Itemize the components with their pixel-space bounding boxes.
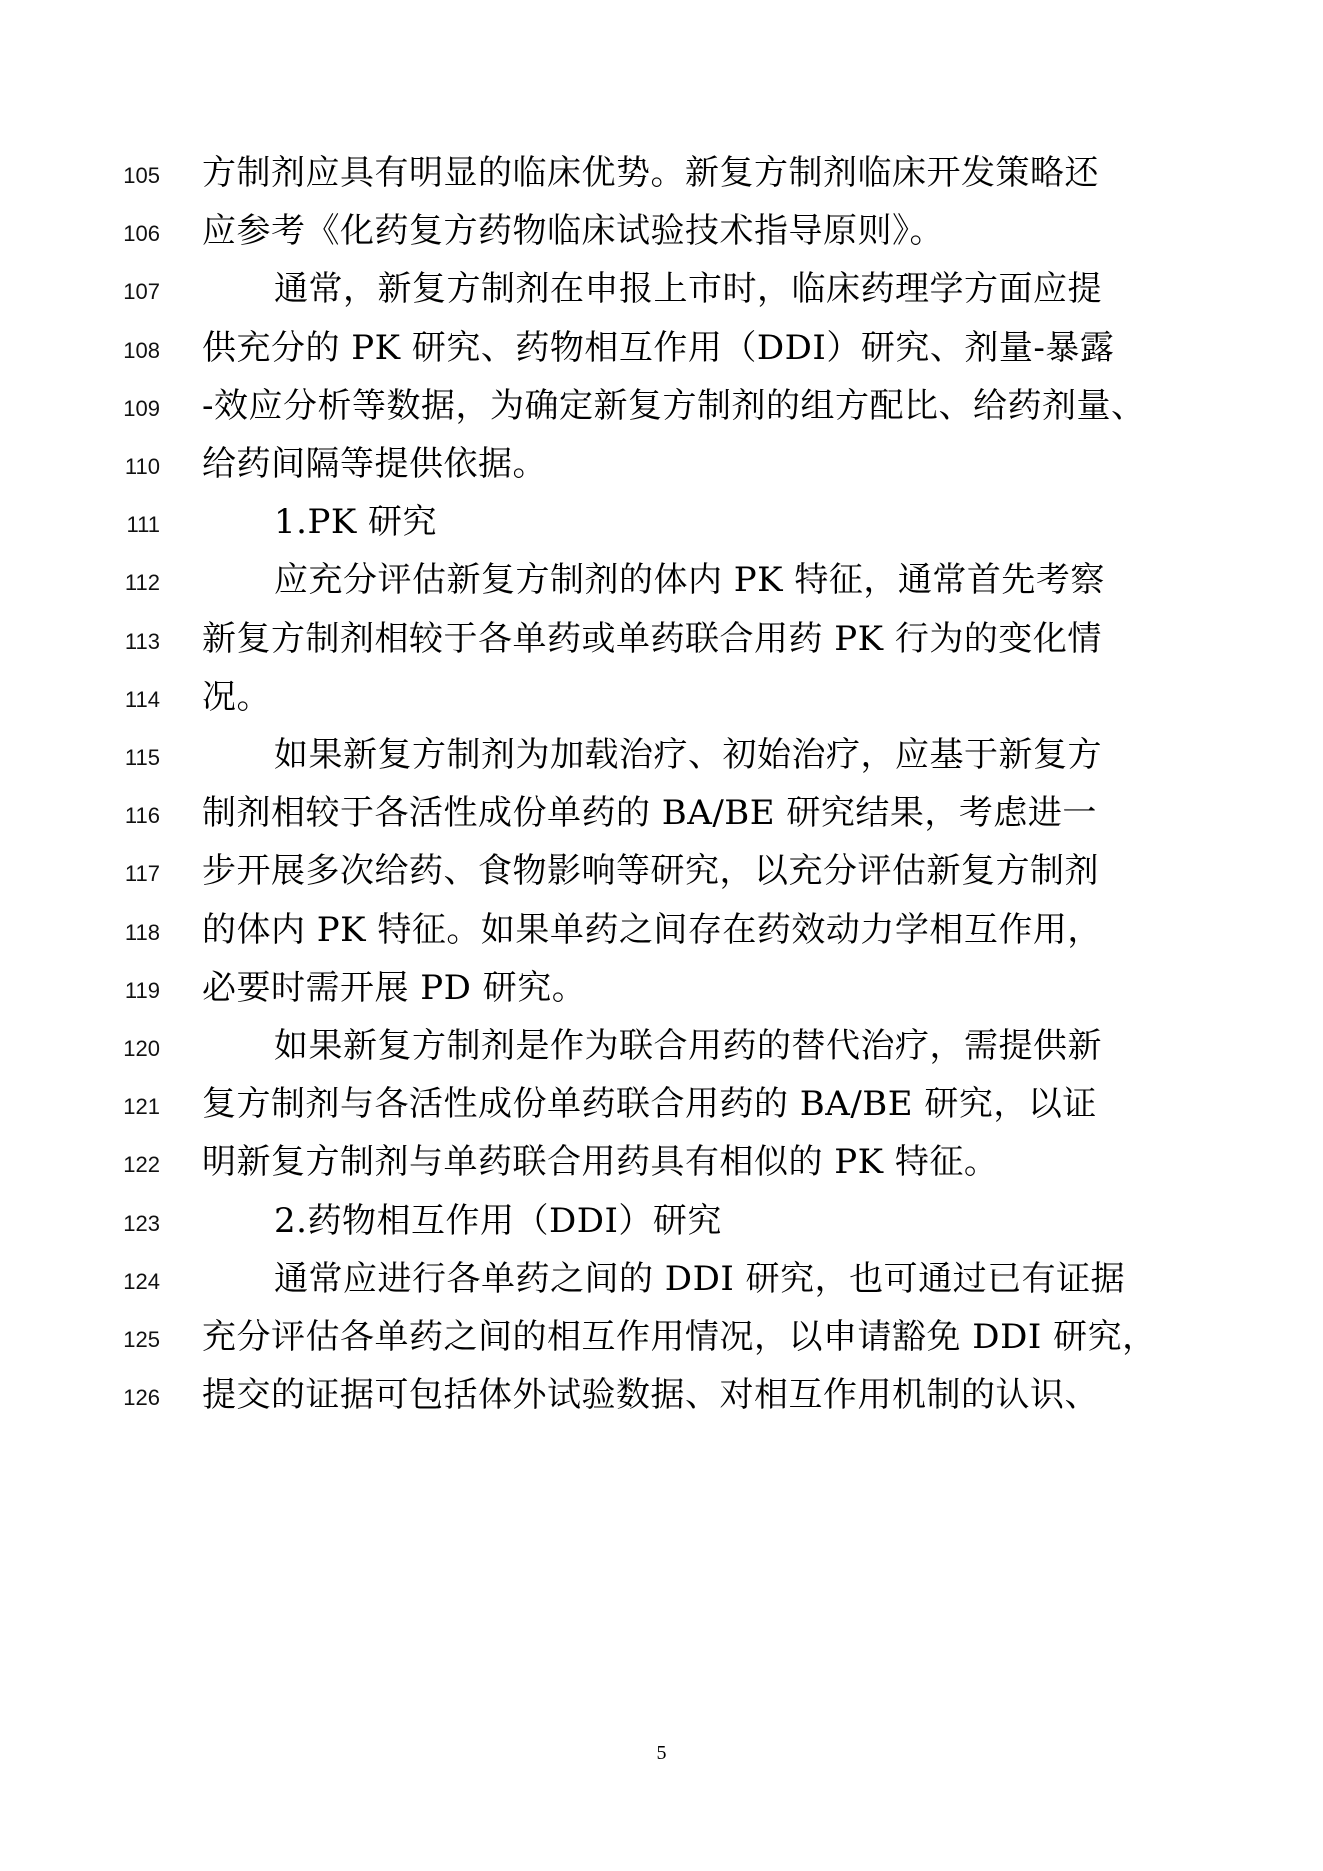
line-text: 必要时需开展 PD 研究。 — [202, 967, 587, 1008]
line-number: 112 — [124, 570, 160, 596]
line-number: 113 — [124, 628, 160, 654]
line-text: 2.药物相互作用（DDI）研究 — [274, 1200, 722, 1241]
line-number: 117 — [124, 861, 160, 887]
line-text: 况。 — [202, 676, 271, 717]
line-text: 通常，新复方制剂在申报上市时，临床药理学方面应提 — [274, 269, 1102, 310]
line-text: 如果新复方制剂是作为联合用药的替代治疗，需提供新 — [274, 1026, 1102, 1066]
line-number: 106 — [123, 221, 160, 247]
text-line — [0, 1365, 1323, 1435]
line-text: 通常应进行各单药之间的 DDI 研究，也可通过已有证据 — [274, 1258, 1126, 1299]
page-number: 5 — [656, 1742, 667, 1764]
line-text: 应参考《化药复方药物临床试验技术指导原则》。 — [202, 211, 944, 252]
line-text: 的体内 PK 特征。如果单药之间存在药效动力学相互作用， — [202, 909, 1102, 950]
line-number: 126 — [123, 1385, 160, 1411]
line-text: 应充分评估新复方制剂的体内 PK 特征，通常首先考察 — [274, 560, 1105, 601]
line-text: 步开展多次给药、食物影响等研究，以充分评估新复方制剂 — [202, 851, 1099, 892]
line-text: 充分评估各单药之间的相互作用情况，以申请豁免 DDI 研究， — [202, 1317, 1157, 1357]
line-number: 111 — [126, 512, 160, 538]
line-number: 120 — [123, 1036, 160, 1061]
line-text: 供充分的 PK 研究、药物相互作用（DDI）研究、剂量-暴露 — [202, 327, 1115, 368]
line-text: 复方制剂与各活性成份单药联合用药的 BA/BE 研究，以证 — [202, 1084, 1097, 1125]
line-number: 108 — [123, 337, 160, 363]
line-text: 方制剂应具有明显的临床优势。新复方制剂临床开发策略还 — [202, 153, 1099, 193]
line-text: -效应分析等数据，为确定新复方制剂的组方配比、给药剂量、 — [202, 385, 1146, 426]
line-number: 125 — [123, 1327, 160, 1352]
line-number: 105 — [123, 163, 160, 188]
line-number: 109 — [123, 395, 160, 421]
line-number: 110 — [124, 454, 160, 479]
line-number: 114 — [124, 686, 160, 712]
line-number: 124 — [123, 1268, 160, 1294]
line-number: 115 — [124, 745, 160, 770]
line-number: 116 — [124, 803, 160, 829]
line-number: 123 — [123, 1210, 160, 1236]
line-number: 118 — [124, 919, 160, 945]
line-text: 新复方制剂相较于各单药或单药联合用药 PK 行为的变化情 — [202, 618, 1102, 659]
line-text: 如果新复方制剂为加载治疗、初始治疗，应基于新复方 — [274, 735, 1102, 775]
line-text: 提交的证据可包括体外试验数据、对相互作用机制的认识、 — [202, 1375, 1099, 1416]
line-text: 制剂相较于各活性成份单药的 BA/BE 研究结果，考虑进一 — [202, 793, 1097, 834]
line-text: 1.PK 研究 — [274, 502, 438, 543]
line-number: 121 — [123, 1094, 160, 1120]
line-text: 明新复方制剂与单药联合用药具有相似的 PK 特征。 — [202, 1142, 999, 1183]
line-number: 107 — [123, 279, 160, 305]
line-text: 给药间隔等提供依据。 — [202, 444, 547, 484]
line-number: 122 — [123, 1152, 160, 1178]
line-number: 119 — [124, 977, 160, 1003]
